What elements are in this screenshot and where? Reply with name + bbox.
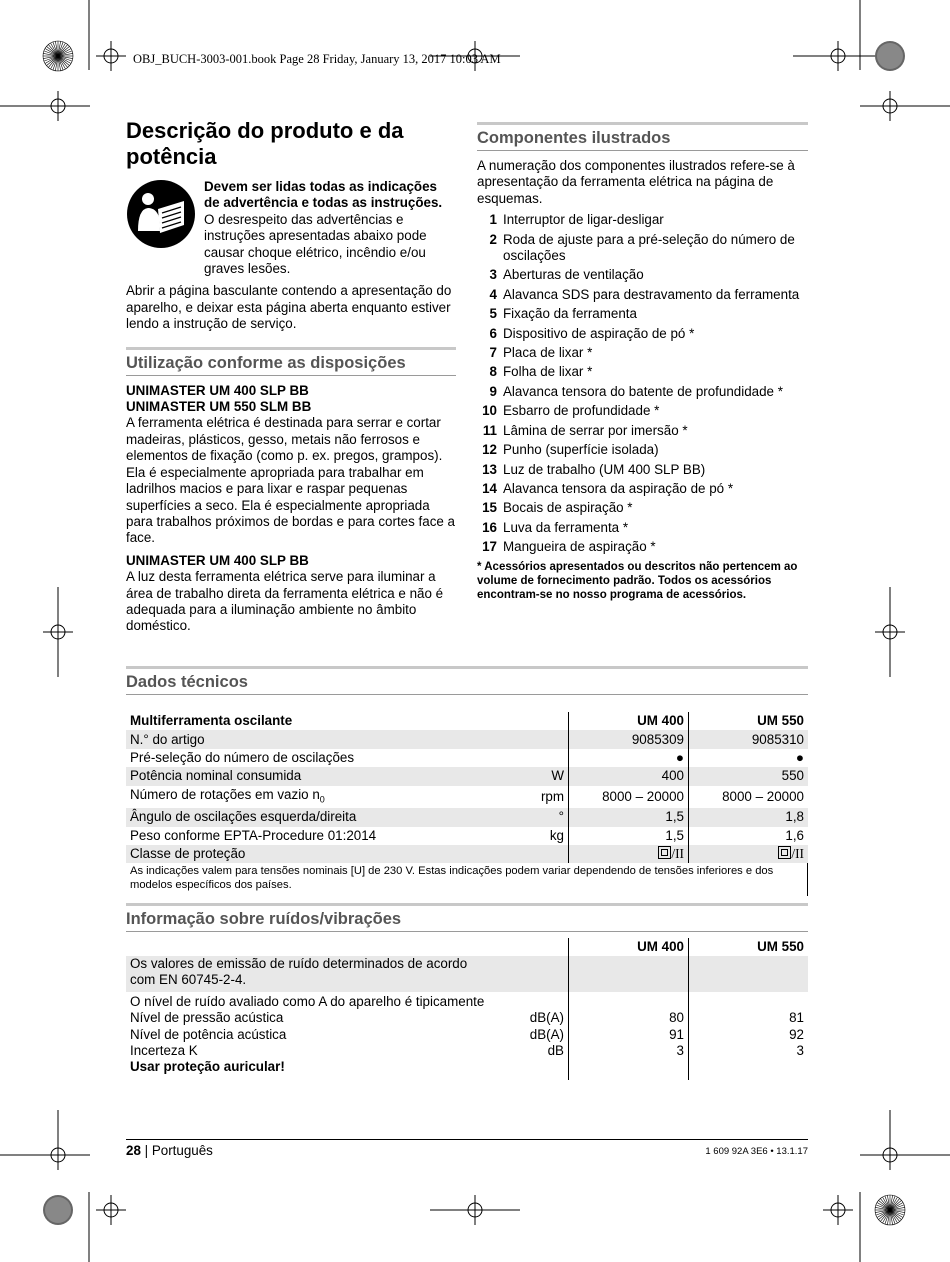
item-text: Mangueira de aspiração *	[503, 539, 656, 555]
row-value-c1	[569, 786, 689, 809]
protection-class-value: /II	[671, 846, 684, 862]
section-heading-components: Componentes ilustrados	[477, 122, 808, 151]
item-text: Luz de trabalho (UM 400 SLP BB)	[503, 461, 706, 477]
tech-note: As indicações valem para tensões nominais [U] de 230 V. Estas indicações podem variar dependendo de tensões inferiores e dos modelos específicos dos países.	[126, 863, 808, 896]
row-value-c2	[689, 786, 809, 809]
section-heading-noise: Informação sobre ruídos/vibrações	[126, 903, 808, 932]
item-number: 14	[482, 480, 497, 496]
ear-protection-note: Usar proteção auricular!	[130, 1059, 285, 1075]
row-value-c2	[689, 845, 809, 863]
row-value-c1: 3	[569, 1043, 689, 1059]
row-label-text: N.° do artigo	[130, 731, 205, 747]
row-unit: W	[500, 767, 569, 785]
row-unit: kg	[549, 827, 564, 843]
row-unit: dB	[547, 1043, 564, 1059]
section-heading-tech: Dados técnicos	[126, 666, 808, 695]
use-paragraph: A ferramenta elétrica é destinada para serrar e cortar madeiras, plásticos, gesso, metais não ferrosos e elementos de fixação (como p. ex. pregos, grampos). Ela é especialmente apropriada para trabalhar em ladrilhos macios e para lixar e raspar pequenas superfícies a seco. Ela é especialmente apropriada para trabalhos próximos de bordas e para cortes face a face.	[126, 415, 455, 546]
table-row	[126, 786, 808, 809]
row-unit	[500, 749, 569, 767]
table-row	[126, 749, 808, 767]
right-column	[477, 122, 808, 602]
light-paragraph: A luz desta ferramenta elétrica serve para iluminar a área de trabalho direta da ferramenta elétrica e não é adequada para a iluminação ambiente no âmbito doméstico.	[126, 569, 444, 634]
model-name: UNIMASTER UM 400 SLP BB	[126, 382, 309, 398]
item-number: 9	[489, 383, 497, 399]
item-text: Alavanca tensora do batente de profundidade *	[503, 383, 783, 399]
value-text: 8000 – 20000	[722, 788, 804, 804]
row-value-c1	[569, 845, 689, 863]
item-text: Placa de lixar *	[503, 345, 593, 361]
value-text: 1,5	[665, 809, 684, 825]
list-item	[477, 500, 808, 516]
row-unit: dB(A)	[529, 1026, 564, 1042]
column-header-um550: UM 550	[689, 938, 809, 956]
read-manual-icon	[126, 179, 196, 249]
components-intro: A numeração dos componentes ilustrados refere-se à apresentação da ferramenta elétrica na página de esquemas.	[477, 158, 795, 206]
row-label-text: Ângulo de oscilações esquerda/direita	[130, 809, 357, 825]
item-text: Luva da ferramenta *	[503, 519, 629, 535]
language-label: Português	[151, 1143, 213, 1158]
row-label: Incerteza K	[130, 1043, 198, 1059]
print-slug: OBJ_BUCH-3003-001.book Page 28 Friday, January 13, 2017 10:03 AM	[133, 52, 501, 66]
column-header-um400: UM 400	[569, 712, 689, 730]
item-number: 2	[489, 231, 497, 247]
row-value-c2	[689, 730, 809, 748]
item-number: 12	[482, 442, 497, 458]
row-value-c1	[569, 827, 689, 845]
protection-class-icon	[658, 846, 671, 859]
page-number: 28	[126, 1143, 141, 1158]
list-item	[477, 442, 808, 458]
warning-bold: Devem ser lidas todas as indicações de advertência e todas as instruções.	[204, 179, 443, 211]
item-number: 13	[482, 461, 497, 477]
row-unit: °	[500, 808, 569, 826]
list-item	[477, 462, 808, 478]
row-value-c2: 3	[689, 1043, 809, 1059]
table-row	[126, 730, 808, 748]
row-unit: dB(A)	[529, 1010, 564, 1026]
section-heading-use: Utilização conforme as disposições	[126, 347, 456, 376]
row-value-c2	[689, 767, 809, 785]
noise-sub-intro: O nível de ruído avaliado como A do aparelho é tipicamente	[130, 993, 485, 1009]
model-name: UNIMASTER UM 400 SLP BB	[126, 552, 309, 568]
table-header-row	[126, 712, 808, 730]
components-list	[477, 212, 808, 555]
item-text: Folha de lixar *	[503, 364, 593, 380]
table-header-row	[126, 938, 808, 956]
row-value-c2	[689, 749, 809, 767]
item-number: 16	[482, 519, 497, 535]
noise-intro: Os valores de emissão de ruído determinados de acordo com EN 60745-2-4.	[126, 956, 500, 992]
list-item	[477, 481, 808, 497]
item-text: Esbarro de profundidade *	[503, 403, 660, 419]
list-item	[477, 364, 808, 380]
item-number: 6	[489, 325, 497, 341]
value-text: ●	[795, 749, 804, 765]
item-text: Roda de ajuste para a pré-seleção do número de oscilações	[503, 231, 795, 264]
row-value-c2	[689, 827, 809, 845]
row-unit: rpm	[540, 788, 564, 804]
row-label-text: Peso conforme EPTA-Procedure 01:2014	[130, 827, 377, 843]
row-label-text: Classe de proteção	[130, 846, 246, 862]
item-number: 10	[482, 403, 497, 419]
list-item	[477, 345, 808, 361]
item-number: 4	[489, 286, 497, 302]
page-footer	[126, 1139, 808, 1158]
row-value-c2: 81	[689, 1010, 809, 1026]
page-title: Descrição do produto e da potência	[126, 118, 404, 169]
item-number: 8	[489, 364, 497, 380]
list-item	[477, 539, 808, 555]
item-number: 15	[482, 500, 497, 516]
list-item	[477, 306, 808, 322]
left-column	[126, 118, 456, 640]
row-value-c1	[569, 749, 689, 767]
value-text: 8000 – 20000	[602, 788, 684, 804]
table-row	[126, 1059, 808, 1079]
value-text: 550	[781, 768, 804, 784]
list-item	[477, 232, 808, 265]
list-item	[477, 326, 808, 342]
tech-data-table	[126, 712, 808, 863]
value-text: 9085309	[631, 731, 684, 747]
table-row	[126, 992, 808, 1010]
column-header-um550: UM 550	[689, 712, 809, 730]
table-row	[126, 1043, 808, 1059]
row-unit	[500, 730, 569, 748]
column-header-um400: UM 400	[569, 938, 689, 956]
item-number: 17	[482, 539, 497, 555]
value-text: ●	[675, 749, 684, 765]
table-row	[126, 1027, 808, 1043]
value-text: 1,6	[785, 827, 804, 843]
row-label: Nível de potência acústica	[130, 1026, 287, 1042]
model-name: UNIMASTER UM 550 SLM BB	[126, 399, 312, 415]
row-label: Nível de pressão acústica	[130, 1010, 284, 1026]
list-item	[477, 384, 808, 400]
protection-class-icon	[778, 846, 791, 859]
value-text: 1,8	[785, 809, 804, 825]
row-label	[126, 827, 500, 845]
item-text: Punho (superfície isolada)	[503, 442, 659, 458]
row-value-c2: 92	[689, 1027, 809, 1043]
table-header-label: Multiferramenta oscilante	[130, 713, 293, 729]
row-label	[126, 749, 500, 767]
warning-block	[126, 179, 456, 277]
item-text: Fixação da ferramenta	[503, 306, 637, 322]
tech-data-section	[126, 666, 808, 896]
row-label	[126, 786, 500, 809]
item-number: 3	[489, 267, 497, 283]
list-item	[477, 423, 808, 439]
row-label-text: Potência nominal consumida	[130, 768, 302, 784]
accessories-footnote: * Acessórios apresentados ou descritos não pertencem ao volume de fornecimento padrão. Todos os acessórios encontram-se no nosso programa de acessórios.	[477, 560, 798, 601]
list-item	[477, 267, 808, 283]
list-item	[477, 287, 808, 303]
row-value-c1	[569, 808, 689, 826]
row-unit	[500, 845, 569, 863]
noise-section	[126, 903, 808, 1080]
row-label	[126, 767, 500, 785]
table-row	[126, 767, 808, 785]
item-text: Bocais de aspiração *	[503, 500, 633, 516]
row-value-c1: 80	[569, 1010, 689, 1026]
item-text: Aberturas de ventilação	[503, 267, 644, 283]
document-code: 1 609 92A 3E6 • 13.1.17	[705, 1146, 808, 1157]
row-label-subscript: 0	[319, 794, 325, 805]
item-text: Interruptor de ligar-desligar	[503, 212, 664, 228]
protection-class-value: /II	[791, 846, 804, 862]
item-text: Alavanca tensora da aspiração de pó *	[503, 480, 734, 496]
warning-text: O desrespeito das advertências e instruções apresentadas abaixo pode causar choque elétrico, incêndio e/ou graves lesões.	[204, 211, 427, 277]
item-text: Alavanca SDS para destravamento da ferramenta	[503, 286, 800, 302]
value-text: 1,5	[665, 827, 684, 843]
row-value-c2	[689, 808, 809, 826]
item-number: 11	[482, 422, 497, 438]
item-number: 1	[489, 212, 497, 228]
value-text: 400	[661, 768, 684, 784]
value-text: 9085310	[751, 731, 804, 747]
table-row	[126, 845, 808, 863]
item-number: 5	[489, 306, 497, 322]
row-value-c1	[569, 767, 689, 785]
noise-table	[126, 938, 808, 1080]
row-label-text: Pré-seleção do número de oscilações	[130, 749, 355, 765]
intro-paragraph: Abrir a página basculante contendo a apresentação do aparelho, e deixar esta página aberta enquanto estiver lendo a instrução de serviço.	[126, 283, 452, 332]
item-number: 7	[489, 345, 497, 361]
table-row	[126, 808, 808, 826]
list-item	[477, 212, 808, 228]
list-item	[477, 403, 808, 419]
row-value-c1	[569, 730, 689, 748]
item-text: Dispositivo de aspiração de pó *	[503, 325, 695, 341]
page-number-label: 28 | Português	[126, 1143, 213, 1158]
table-row	[126, 956, 808, 992]
row-label	[126, 845, 500, 863]
row-label-text: Número de rotações em vazio n	[130, 786, 320, 802]
list-item	[477, 520, 808, 536]
item-text: Lâmina de serrar por imersão *	[503, 422, 688, 438]
table-row	[126, 1010, 808, 1026]
row-value-c1: 91	[569, 1027, 689, 1043]
table-row	[126, 827, 808, 845]
row-label	[126, 808, 500, 826]
row-label	[126, 730, 500, 748]
